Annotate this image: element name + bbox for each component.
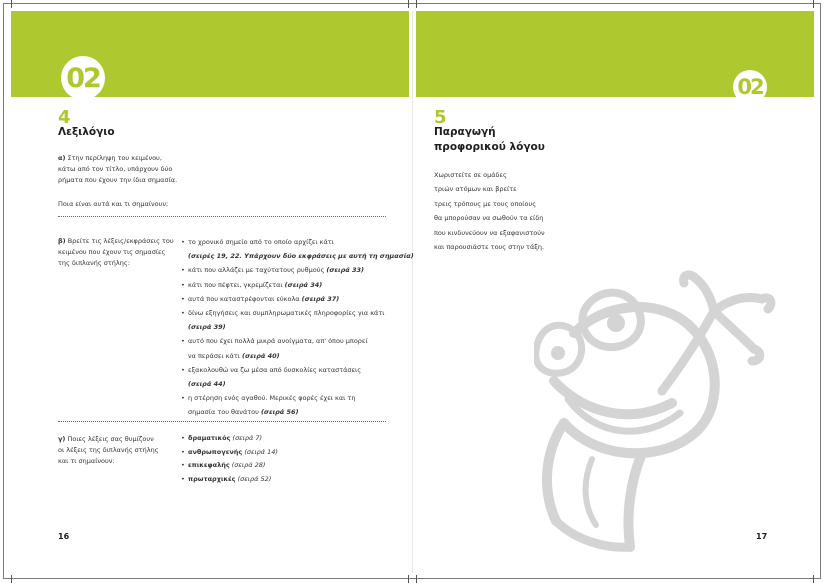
part-b-line: κειμένου που έχουν τις σημασίες bbox=[58, 248, 166, 256]
crop-mark bbox=[408, 0, 409, 8]
list-item bbox=[181, 306, 414, 334]
item-reference: (σειρά 52) bbox=[237, 475, 272, 484]
keyword: πρωταρχικές bbox=[188, 475, 236, 484]
body-line: τριών ατόμων και βρείτε bbox=[434, 185, 517, 194]
list-item bbox=[181, 292, 414, 306]
item-text: σημασία του θανάτου bbox=[188, 408, 259, 417]
part-c-line: Ποιες λέξεις σας θυμίζουν bbox=[67, 435, 154, 443]
item-reference: (σειρά 44) bbox=[188, 380, 226, 389]
part-b-text bbox=[58, 236, 174, 269]
section-number-5: 5 bbox=[434, 107, 447, 128]
section-title-vocabulary: Λεξιλόγιο bbox=[58, 126, 115, 138]
item-text: • η στέρηση ενός αγαθού. Μερικές φορές έχει και τη bbox=[188, 394, 356, 403]
chapter-badge-left: 02 bbox=[61, 56, 105, 100]
keyword: ανθρωπογενής bbox=[188, 447, 243, 456]
page-number-left: 16 bbox=[58, 532, 70, 541]
section-number-4: 4 bbox=[58, 107, 71, 128]
section-title-speaking bbox=[434, 125, 545, 155]
body-line: θα μπορούσαν να σωθούν τα είδη bbox=[434, 214, 544, 223]
keyword: επικεφαλής bbox=[188, 461, 230, 470]
part-c-label: γ) bbox=[58, 435, 66, 443]
crop-mark bbox=[813, 0, 814, 8]
item-reference: (σειρά 33) bbox=[326, 266, 364, 275]
frog-illustration bbox=[534, 263, 795, 560]
list-item bbox=[181, 363, 414, 391]
item-reference: (σειρά 7) bbox=[232, 434, 263, 442]
item-reference: (σειρά 34) bbox=[284, 280, 323, 289]
crop-mark bbox=[813, 575, 814, 583]
part-a-line: ρήματα που έχουν την ίδια σημασία. bbox=[58, 176, 178, 184]
crop-mark bbox=[11, 0, 12, 8]
list-item bbox=[181, 334, 414, 362]
crop-mark bbox=[416, 0, 417, 8]
part-a-label: α) bbox=[58, 154, 66, 162]
item-text: κάτι που πέφτει, γκρεμίζεται bbox=[188, 280, 283, 289]
item-reference: (σειρά 56) bbox=[260, 408, 299, 417]
part-c-text bbox=[58, 434, 159, 467]
item-reference: (σειρά 14) bbox=[244, 447, 278, 456]
crop-mark bbox=[408, 575, 409, 583]
item-text: κάτι που αλλάζει με ταχύτατους ρυθμούς bbox=[188, 266, 325, 275]
dotted-divider bbox=[58, 216, 386, 217]
item-reference: (σειρά 28) bbox=[231, 461, 266, 470]
item-text: • εξακολουθώ να ζω μέσα από δυσκολίες καταστάσεις bbox=[188, 365, 362, 374]
body-line: τρεις τρόπους με τους οποίους bbox=[434, 199, 537, 208]
part-a-text bbox=[58, 153, 177, 186]
list-item bbox=[181, 278, 414, 292]
crop-mark bbox=[11, 575, 12, 583]
item-text: • δίνω εξηγήσεις και συμπληρωματικές πληροφορίες για κάτι bbox=[188, 309, 385, 318]
item-reference: (σειρά 40) bbox=[242, 351, 280, 360]
part-a-line: Στην περίληψη του κειμένου, bbox=[67, 154, 162, 162]
body-line: Χωριστείτε σε ομάδες bbox=[434, 171, 507, 179]
part-a-question: Ποια είναι αυτά και τι σημαίνουν; bbox=[58, 200, 169, 208]
speaking-task-text bbox=[434, 168, 545, 254]
item-text: να περάσει κάτι bbox=[188, 351, 240, 360]
part-c-line: οι λέξεις της διπλανής στήλης bbox=[58, 446, 159, 454]
part-c-line: και τι σημαίνουν: bbox=[58, 457, 115, 465]
part-c-list bbox=[181, 432, 278, 487]
keyword: δραματικός bbox=[188, 434, 231, 442]
item-text: αυτά που καταστρέφονται εύκολα bbox=[188, 294, 300, 303]
list-item bbox=[181, 432, 278, 446]
list-item bbox=[181, 459, 278, 473]
chapter-badge-right: 02 bbox=[733, 70, 767, 104]
part-a-line: κάτω από τον τίτλο, υπάρχουν δύο bbox=[58, 165, 173, 173]
part-b-line: της διπλανής στήλης: bbox=[58, 259, 130, 267]
item-text: • το χρονικό σημείο από το οποίο αρχίζει κάτι bbox=[188, 238, 334, 246]
item-text: • αυτό που έχει πολλά μικρά ανοίγματα, απ' όπου μπορεί bbox=[188, 337, 368, 346]
list-item bbox=[181, 391, 414, 419]
list-item bbox=[181, 235, 414, 263]
part-b-label: β) bbox=[58, 237, 66, 245]
list-item bbox=[181, 473, 278, 487]
list-item bbox=[181, 446, 278, 460]
item-reference: (σειρά 37) bbox=[301, 294, 340, 303]
part-b-line: Βρείτε τις λέξεις/εκφράσεις του bbox=[67, 237, 174, 245]
body-line: που κινδυνεύουν να εξαφανιστούν bbox=[434, 228, 545, 237]
title-line: Παραγωγή bbox=[434, 126, 496, 138]
title-line: προφορικού λόγου bbox=[434, 141, 545, 153]
item-reference: (σειρά 39) bbox=[188, 323, 226, 332]
crop-mark bbox=[416, 575, 417, 583]
part-b-list bbox=[181, 235, 414, 420]
body-line: και παρουσιάστε τους στην τάξη. bbox=[434, 243, 545, 252]
list-item bbox=[181, 263, 414, 277]
page-number-right: 17 bbox=[756, 532, 768, 541]
item-reference: (σειρές 19, 22. Υπάρχουν δύο εκφράσεις με αυτή τη σημασία) bbox=[188, 252, 414, 261]
dotted-divider bbox=[58, 421, 386, 422]
